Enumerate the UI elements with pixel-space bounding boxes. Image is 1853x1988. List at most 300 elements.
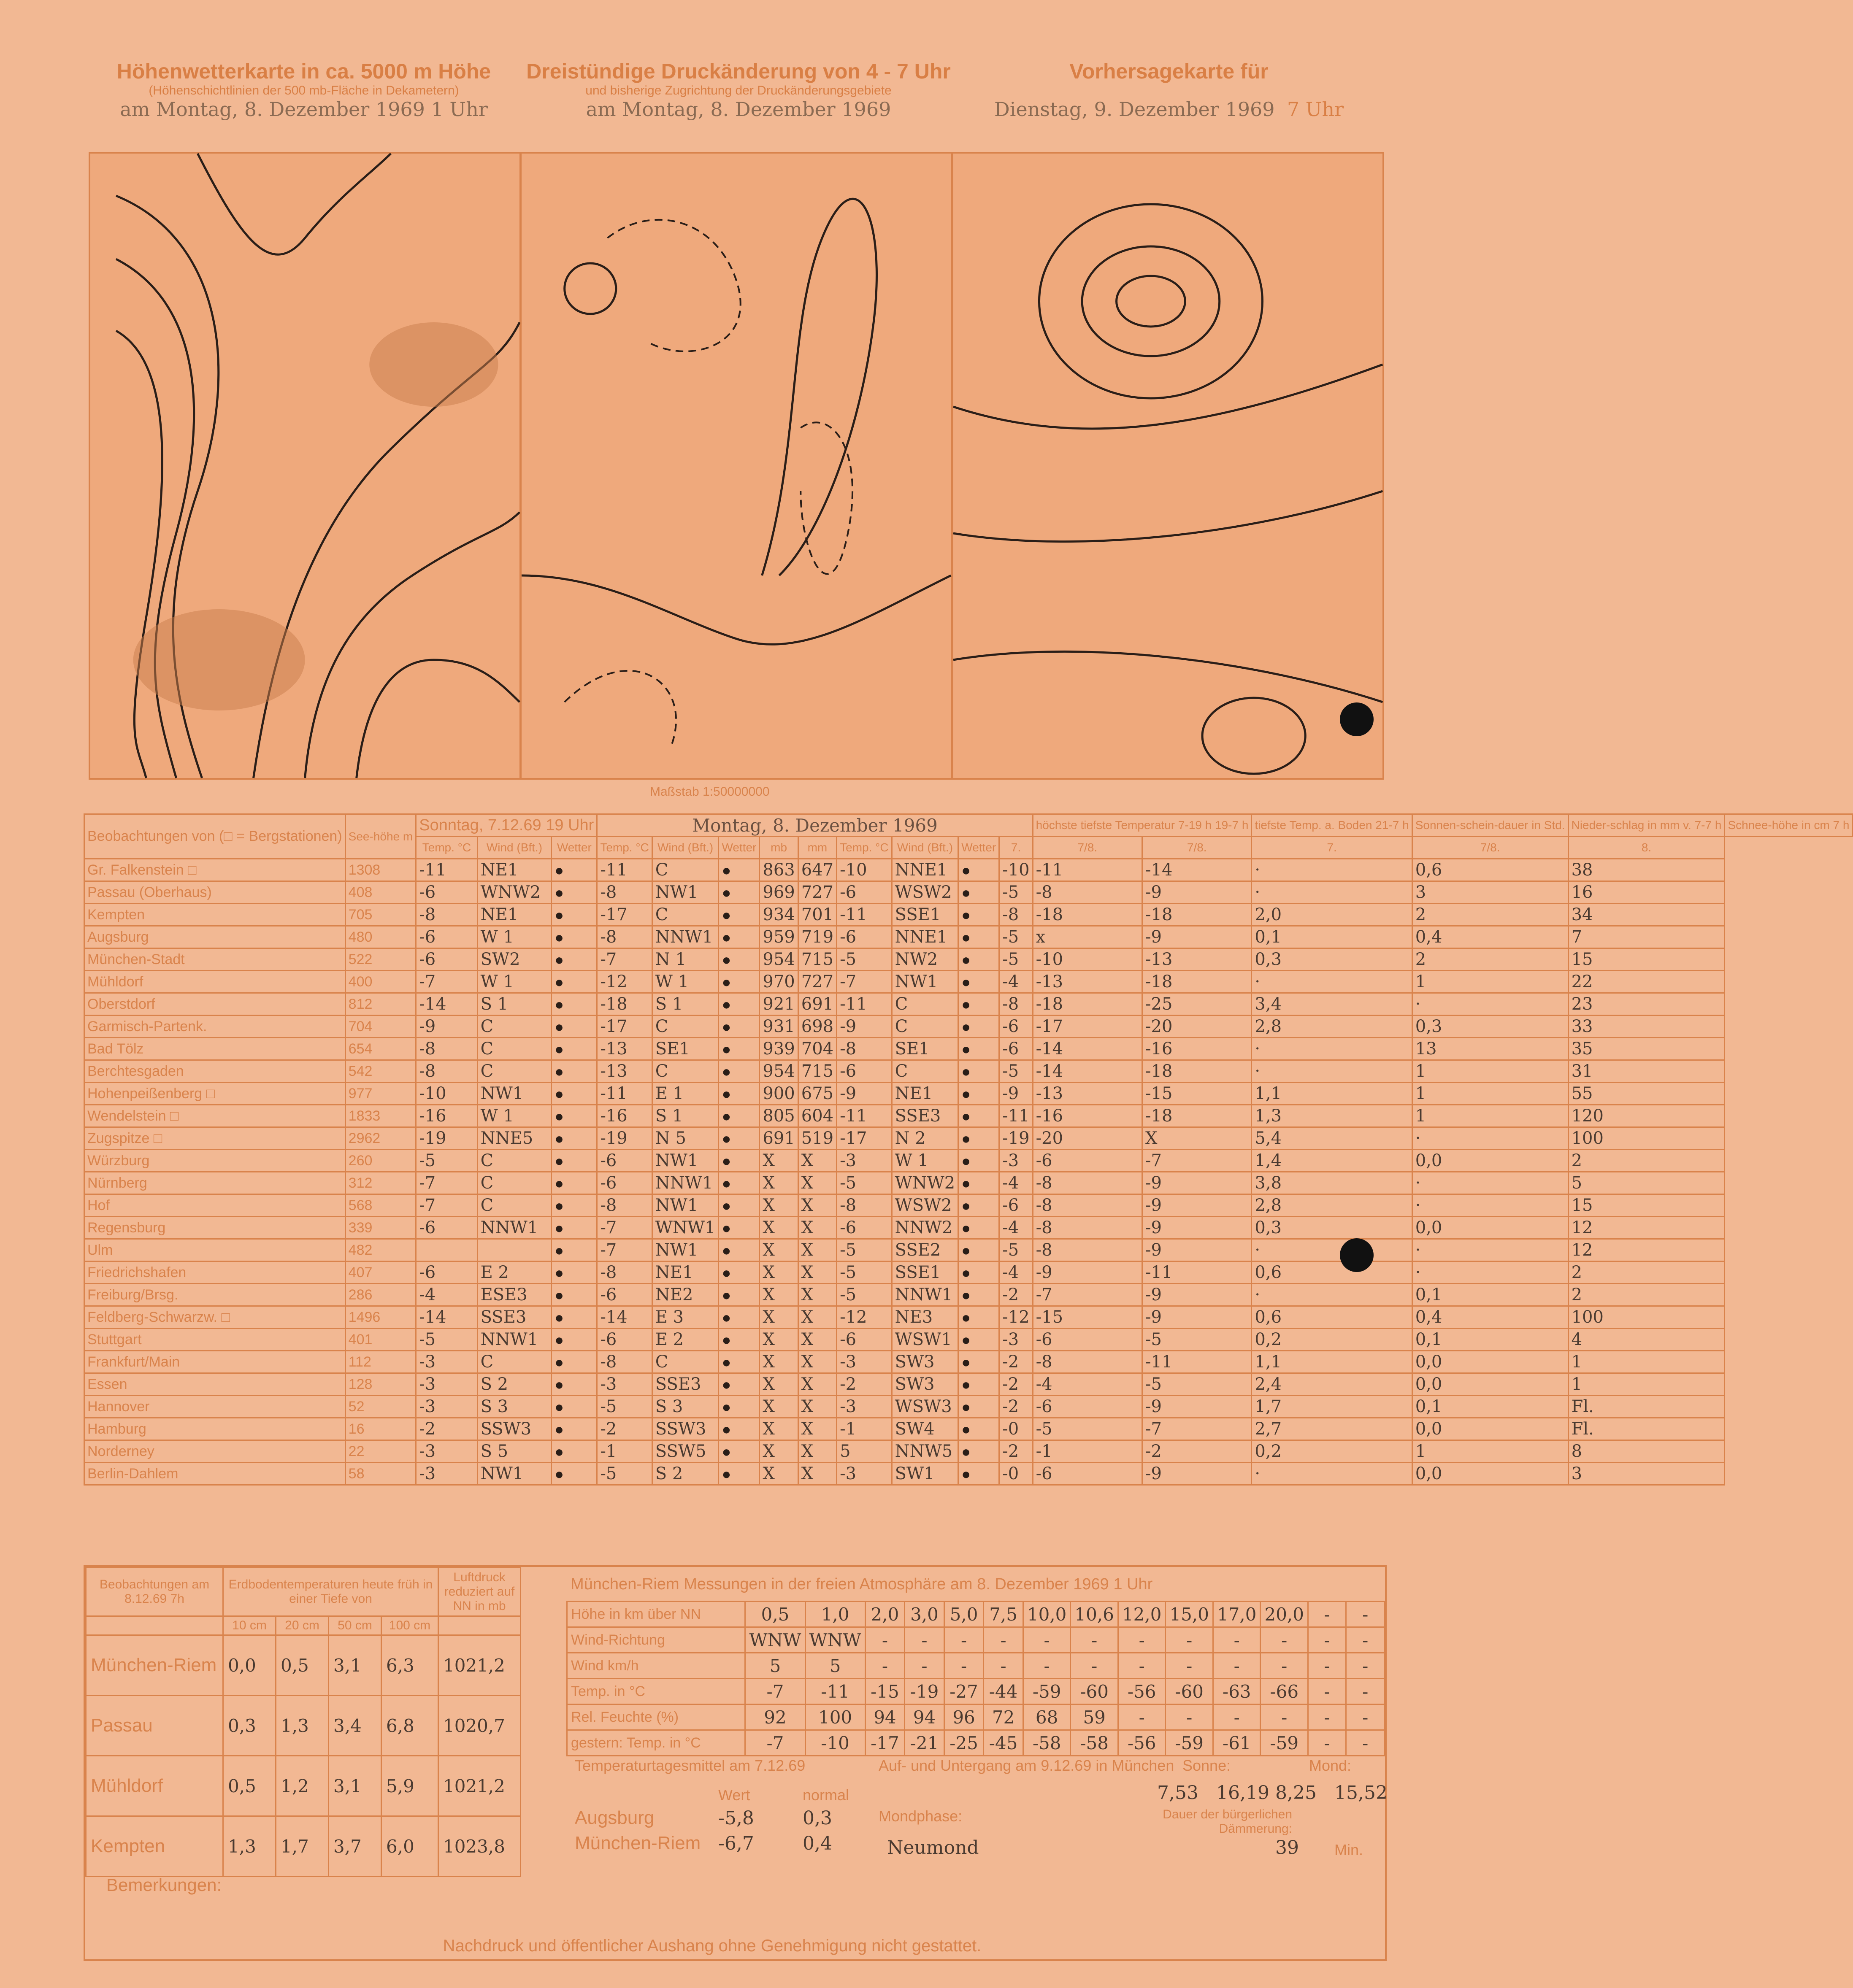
station-row — [84, 1396, 1853, 1418]
station-value: -1 — [1033, 1440, 1142, 1463]
sunday-header: Sonntag, 7.12.69 19 Uhr — [416, 814, 597, 837]
station-value: 23 — [1568, 993, 1725, 1016]
station-value: SSE2 — [892, 1239, 958, 1261]
soil-value: 1,7 — [276, 1816, 329, 1877]
station-value: C — [477, 1016, 552, 1038]
station-value: -7 — [1033, 1284, 1142, 1306]
station-value: -6 — [597, 1329, 652, 1351]
weather-symbol: ● — [552, 1373, 597, 1396]
station-name: Stuttgart — [84, 1329, 346, 1351]
atmos-value: 3,0 — [905, 1602, 944, 1627]
station-value: · — [1252, 881, 1412, 904]
map3-title: Vorhersagekarte für — [1069, 59, 1269, 83]
weather-symbol: ● — [958, 1351, 999, 1373]
station-name: Frankfurt/Main — [84, 1351, 346, 1373]
station-value: X — [798, 1284, 836, 1306]
station-value: -8 — [1033, 1172, 1142, 1194]
station-value: -6 — [416, 926, 477, 948]
atmos-value: 94 — [905, 1704, 944, 1730]
station-value: -6 — [837, 1060, 892, 1083]
station-value: C — [892, 993, 958, 1016]
station-value: 260 — [345, 1150, 416, 1172]
weather-symbol: ● — [958, 1150, 999, 1172]
tagesmittel-value: -6,7 — [718, 1833, 754, 1854]
station-value: SW1 — [892, 1463, 958, 1485]
atmos-value: - — [1213, 1653, 1261, 1679]
station-value: NNW1 — [652, 926, 719, 948]
station-value: 0,2 — [1252, 1440, 1412, 1463]
station-value: -9 — [837, 1083, 892, 1105]
map3-header — [954, 59, 1384, 121]
weather-symbol: ● — [719, 1083, 760, 1105]
station-name: Garmisch-Partenk. — [84, 1016, 346, 1038]
station-value: 0,0 — [1412, 1373, 1568, 1396]
atmos-table — [566, 1601, 1385, 1756]
atmos-value: -19 — [905, 1679, 944, 1704]
station-value: SE1 — [892, 1038, 958, 1060]
atmos-label: Höhe in km über NN — [567, 1602, 745, 1627]
soil-row — [86, 1696, 521, 1756]
station-value: -15 — [1033, 1306, 1142, 1329]
soil-value: 1021,2 — [438, 1635, 521, 1696]
weather-symbol: ● — [552, 1016, 597, 1038]
station-value: -5 — [416, 1329, 477, 1351]
soil-obs-header: Beobachtungen am 8.12.69 7h — [86, 1568, 223, 1616]
station-value: -8 — [837, 1194, 892, 1217]
atmos-value: 5 — [745, 1653, 805, 1679]
weather-symbol: ● — [719, 859, 760, 881]
station-value: -11 — [837, 1105, 892, 1127]
station-value: -5 — [597, 1463, 652, 1485]
atmos-value: 68 — [1023, 1704, 1071, 1730]
station-value: -9 — [1142, 1463, 1252, 1485]
station-value: S 1 — [477, 993, 552, 1016]
station-value: E 2 — [652, 1329, 719, 1351]
station-value: NNW5 — [892, 1440, 958, 1463]
weather-symbol: ● — [719, 881, 760, 904]
station-value: 128 — [345, 1373, 416, 1396]
weather-symbol: ● — [958, 859, 999, 881]
station-value: 3 — [1568, 1463, 1725, 1485]
station-value: -5 — [999, 1060, 1033, 1083]
station-row — [84, 1418, 1853, 1440]
map2-date: am Montag, 8. Dezember 1969 — [586, 98, 891, 121]
map1-title: Höhenwetterkarte in ca. 5000 m Höhe — [116, 59, 491, 83]
station-value: 52 — [345, 1396, 416, 1418]
station-value: 698 — [798, 1016, 836, 1038]
depth-10: 10 cm — [223, 1616, 276, 1635]
station-value: 1,3 — [1252, 1105, 1412, 1127]
atmos-value: 5 — [805, 1653, 865, 1679]
atmos-value: - — [1346, 1602, 1385, 1627]
station-value: WSW3 — [892, 1396, 958, 1418]
station-value: 1 — [1568, 1373, 1725, 1396]
station-value: -18 — [1033, 904, 1142, 926]
station-value: -5 — [837, 1239, 892, 1261]
station-name: Norderney — [84, 1440, 346, 1463]
station-value: 719 — [798, 926, 836, 948]
atmos-value: -7 — [745, 1730, 805, 1756]
weather-symbol: ● — [552, 971, 597, 993]
station-value: 1 — [1412, 1440, 1568, 1463]
station-row — [84, 904, 1853, 926]
map1-header — [89, 59, 519, 121]
station-value: -6 — [416, 1217, 477, 1239]
station-value: -9 — [1142, 1172, 1252, 1194]
atmos-value: - — [1118, 1653, 1166, 1679]
soil-row — [86, 1816, 521, 1877]
tagesmittel-station: Augsburg — [575, 1807, 655, 1828]
station-value: 522 — [345, 948, 416, 971]
station-value: S 3 — [652, 1396, 719, 1418]
station-value: NW1 — [652, 1239, 719, 1261]
station-value: 0,0 — [1412, 1351, 1568, 1373]
station-value — [416, 1239, 477, 1261]
station-name: Passau (Oberhaus) — [84, 881, 346, 904]
station-name: Wendelstein □ — [84, 1105, 346, 1127]
weather-header: Wetter — [719, 837, 760, 859]
station-value: -1 — [597, 1440, 652, 1463]
atmos-value: - — [1213, 1704, 1261, 1730]
temp-header: Temp. °C — [837, 837, 892, 859]
weather-symbol: ● — [552, 859, 597, 881]
weather-symbol: ● — [552, 1440, 597, 1463]
station-value: 38 — [1568, 859, 1725, 881]
station-value: · — [1252, 1284, 1412, 1306]
station-value: -13 — [1142, 948, 1252, 971]
weather-symbol: ● — [552, 1127, 597, 1150]
station-name: Ulm — [84, 1239, 346, 1261]
station-value: 2,8 — [1252, 1016, 1412, 1038]
station-value: NNE5 — [477, 1127, 552, 1150]
station-value: X — [760, 1373, 798, 1396]
station-value: NNE1 — [892, 926, 958, 948]
forecast-map — [953, 154, 1382, 778]
atmos-value: 10,6 — [1071, 1602, 1118, 1627]
soil-value: 0,3 — [223, 1696, 276, 1756]
soil-depth-header: Erdbodentemperaturen heute früh in einer Tiefe von — [223, 1568, 438, 1616]
atmos-value: - — [1166, 1653, 1213, 1679]
twilight-unit: Min. — [1334, 1841, 1363, 1858]
station-name: Hohenpeißenberg □ — [84, 1083, 346, 1105]
station-value: 35 — [1568, 1038, 1725, 1060]
station-value: 3,4 — [1252, 993, 1412, 1016]
station-value: C — [652, 904, 719, 926]
station-value: -5 — [837, 1261, 892, 1284]
station-value: -3 — [416, 1440, 477, 1463]
station-value: SSE3 — [892, 1105, 958, 1127]
station-value: X — [760, 1306, 798, 1329]
station-name: Zugspitze □ — [84, 1127, 346, 1150]
station-value: -8 — [1033, 881, 1142, 904]
tground-header: tiefste Temp. a. Boden 21-7 h — [1252, 814, 1412, 837]
station-value: -3 — [837, 1396, 892, 1418]
station-value: -8 — [416, 904, 477, 926]
station-value: X — [760, 1463, 798, 1485]
station-value: -10 — [416, 1083, 477, 1105]
soil-rows — [86, 1635, 521, 1877]
station-value: · — [1252, 1038, 1412, 1060]
station-name: Hannover — [84, 1396, 346, 1418]
atmos-value: -58 — [1023, 1730, 1071, 1756]
weather-symbol: ● — [719, 993, 760, 1016]
station-value: 16 — [1568, 881, 1725, 904]
atmos-value: -11 — [805, 1679, 865, 1704]
station-value: 921 — [760, 993, 798, 1016]
soil-station: Mühldorf — [86, 1756, 223, 1816]
weather-symbol: ● — [958, 1261, 999, 1284]
weather-symbol: ● — [958, 1373, 999, 1396]
weather-symbol: ● — [552, 1329, 597, 1351]
station-value: 401 — [345, 1329, 416, 1351]
station-value: -3 — [999, 1329, 1033, 1351]
weather-symbol: ● — [552, 1150, 597, 1172]
weather-symbol: ● — [552, 881, 597, 904]
station-value: -16 — [416, 1105, 477, 1127]
atmos-value: - — [1166, 1627, 1213, 1653]
station-value: 1496 — [345, 1306, 416, 1329]
soil-value: 1023,8 — [438, 1816, 521, 1877]
station-value: -9 — [1142, 926, 1252, 948]
station-value: 727 — [798, 971, 836, 993]
station-value: NE2 — [652, 1284, 719, 1306]
weather-symbol: ● — [719, 1172, 760, 1194]
atmos-value: 92 — [745, 1704, 805, 1730]
atmos-label: gestern: Temp. in °C — [567, 1730, 745, 1756]
atmos-value: - — [1166, 1704, 1213, 1730]
station-value: C — [477, 1172, 552, 1194]
station-name: Oberstdorf — [84, 993, 346, 1016]
station-value: NNW1 — [652, 1172, 719, 1194]
station-value: SSE1 — [892, 904, 958, 926]
station-value: 0,0 — [1412, 1150, 1568, 1172]
station-value: -6 — [837, 926, 892, 948]
station-value: -5 — [1033, 1418, 1142, 1440]
station-value: -18 — [597, 993, 652, 1016]
station-value: -5 — [1142, 1329, 1252, 1351]
station-value: -6 — [999, 1194, 1033, 1217]
punch-hole — [1340, 1238, 1374, 1272]
atmos-value: -59 — [1166, 1730, 1213, 1756]
atmos-value: - — [944, 1627, 984, 1653]
station-value: -7 — [1142, 1150, 1252, 1172]
station-row — [84, 926, 1853, 948]
atmos-value: - — [1346, 1730, 1385, 1756]
mm-header: mm — [798, 837, 836, 859]
soil-row — [86, 1635, 521, 1696]
station-value: 715 — [798, 1060, 836, 1083]
station-value: -6 — [416, 1261, 477, 1284]
weather-symbol: ● — [719, 1261, 760, 1284]
station-value: X — [760, 1261, 798, 1284]
station-value: -0 — [999, 1463, 1033, 1485]
date-7: 7. — [1252, 837, 1412, 859]
station-value: -17 — [597, 1016, 652, 1038]
weather-symbol: ● — [958, 948, 999, 971]
station-value: X — [798, 1150, 836, 1172]
station-row — [84, 881, 1853, 904]
atmos-value: -25 — [944, 1730, 984, 1756]
atmos-value: 96 — [944, 1704, 984, 1730]
station-value: W 1 — [477, 971, 552, 993]
station-value: -6 — [837, 881, 892, 904]
atmos-value: 15,0 — [1166, 1602, 1213, 1627]
station-value: -12 — [837, 1306, 892, 1329]
station-row — [84, 948, 1853, 971]
tagesmittel-wert: Wert — [718, 1786, 750, 1804]
atmos-value: WNW — [805, 1627, 865, 1653]
station-value: 286 — [345, 1284, 416, 1306]
station-value: S 3 — [477, 1396, 552, 1418]
map1-date: am Montag, 8. Dezember 1969 1 Uhr — [120, 98, 488, 121]
station-value: 13 — [1412, 1038, 1568, 1060]
station-value: SSE3 — [652, 1373, 719, 1396]
station-value: · — [1252, 1463, 1412, 1485]
weather-symbol: ● — [719, 926, 760, 948]
weather-symbol: ● — [719, 904, 760, 926]
station-row — [84, 971, 1853, 993]
station-value: -16 — [1142, 1038, 1252, 1060]
station-value: -19 — [999, 1127, 1033, 1150]
weather-symbol: ● — [552, 1463, 597, 1485]
weather-symbol: ● — [958, 993, 999, 1016]
atmos-value: -21 — [905, 1730, 944, 1756]
moon-phase: Neumond — [887, 1837, 979, 1858]
station-value: -2 — [999, 1440, 1033, 1463]
station-value: · — [1252, 971, 1412, 993]
weather-symbol: ● — [552, 1261, 597, 1284]
station-value: -14 — [1142, 859, 1252, 881]
station-value: 1833 — [345, 1105, 416, 1127]
station-value: -3 — [999, 1150, 1033, 1172]
weather-symbol: ● — [958, 1194, 999, 1217]
station-value: -14 — [416, 1306, 477, 1329]
station-value: NW1 — [652, 881, 719, 904]
station-name: Mühldorf — [84, 971, 346, 993]
station-row — [84, 993, 1853, 1016]
atmos-value: - — [1346, 1627, 1385, 1653]
station-value: -10 — [1033, 948, 1142, 971]
station-value: 0,1 — [1252, 926, 1412, 948]
atmos-title: München-Riem Messungen in der freien Atmosphäre am 8. Dezember 1969 1 Uhr — [571, 1575, 1153, 1593]
station-value: -14 — [1033, 1060, 1142, 1083]
station-value: NW1 — [652, 1194, 719, 1217]
station-value: 1,7 — [1252, 1396, 1412, 1418]
depth-100: 100 cm — [381, 1616, 438, 1635]
station-value: -11 — [999, 1105, 1033, 1127]
station-value: X — [760, 1172, 798, 1194]
station-value: -9 — [1142, 1194, 1252, 1217]
station-row — [84, 1284, 1853, 1306]
station-value: -0 — [999, 1418, 1033, 1440]
atmos-value: - — [944, 1653, 984, 1679]
station-value: -8 — [1033, 1239, 1142, 1261]
station-value: -5 — [837, 948, 892, 971]
station-value: -11 — [416, 859, 477, 881]
atmos-value: 7,5 — [984, 1602, 1023, 1627]
weather-symbol: ● — [719, 1194, 760, 1217]
station-value: X — [760, 1150, 798, 1172]
atmos-value: -63 — [1213, 1679, 1261, 1704]
station-value: SW3 — [892, 1351, 958, 1373]
station-name: Freiburg/Brsg. — [84, 1284, 346, 1306]
atmos-value: - — [1213, 1627, 1261, 1653]
weather-header: Wetter — [552, 837, 597, 859]
station-value: · — [1252, 1239, 1412, 1261]
temp-header: Temp. °C — [597, 837, 652, 859]
atmos-value: -60 — [1071, 1679, 1118, 1704]
tagesmittel-normal-value: 0,4 — [803, 1833, 832, 1854]
station-value: -5 — [999, 948, 1033, 971]
station-value: X — [760, 1239, 798, 1261]
station-value: -5 — [999, 1239, 1033, 1261]
station-name: Regensburg — [84, 1217, 346, 1239]
soil-value: 1,2 — [276, 1756, 329, 1816]
station-value: C — [477, 1194, 552, 1217]
twilight-value: 39 — [1275, 1837, 1299, 1858]
station-value: 959 — [760, 926, 798, 948]
station-value: 4 — [1568, 1329, 1725, 1351]
station-value: 1,4 — [1252, 1150, 1412, 1172]
station-row — [84, 1217, 1853, 1239]
station-value: 1 — [1568, 1351, 1725, 1373]
station-value: NNW1 — [477, 1217, 552, 1239]
station-value: -8 — [1033, 1351, 1142, 1373]
date-78: 7/8. — [1412, 837, 1568, 859]
observation-table — [84, 813, 1853, 1486]
atmos-value: 10,0 — [1023, 1602, 1071, 1627]
atmos-value: -27 — [944, 1679, 984, 1704]
station-value: 2,0 — [1252, 904, 1412, 926]
atmos-value: - — [1118, 1627, 1166, 1653]
station-value: -7 — [1142, 1418, 1252, 1440]
station-value: -18 — [1033, 993, 1142, 1016]
station-value: -8 — [837, 1038, 892, 1060]
station-value: -5 — [837, 1172, 892, 1194]
station-value: -17 — [597, 904, 652, 926]
station-value: 954 — [760, 948, 798, 971]
station-value: 100 — [1568, 1127, 1725, 1150]
moonrise: 8,25 — [1275, 1782, 1317, 1804]
lower-section — [84, 1565, 1387, 1961]
station-value: -8 — [597, 1194, 652, 1217]
atmos-value: - — [1261, 1653, 1308, 1679]
station-value: 969 — [760, 881, 798, 904]
station-value: 312 — [345, 1172, 416, 1194]
station-value: W 1 — [477, 1105, 552, 1127]
weather-symbol: ● — [958, 1038, 999, 1060]
station-value: -4 — [999, 1217, 1033, 1239]
station-value: -6 — [597, 1284, 652, 1306]
station-value: SE1 — [652, 1038, 719, 1060]
station-value: 0,4 — [1412, 926, 1568, 948]
atmos-value: 5,0 — [944, 1602, 984, 1627]
weather-symbol: ● — [719, 1239, 760, 1261]
soil-value: 3,7 — [329, 1816, 381, 1877]
station-value: X — [760, 1351, 798, 1373]
date-7: 7. — [999, 837, 1033, 859]
station-value: SSW3 — [652, 1418, 719, 1440]
station-value: -18 — [1142, 1105, 1252, 1127]
station-value: -16 — [597, 1105, 652, 1127]
station-value: -2 — [837, 1373, 892, 1396]
station-value: 704 — [798, 1038, 836, 1060]
station-value: -6 — [1033, 1329, 1142, 1351]
station-value: SW2 — [477, 948, 552, 971]
map3-time: 7 Uhr — [1287, 98, 1344, 121]
station-value: · — [1252, 859, 1412, 881]
atmos-value: -56 — [1118, 1730, 1166, 1756]
